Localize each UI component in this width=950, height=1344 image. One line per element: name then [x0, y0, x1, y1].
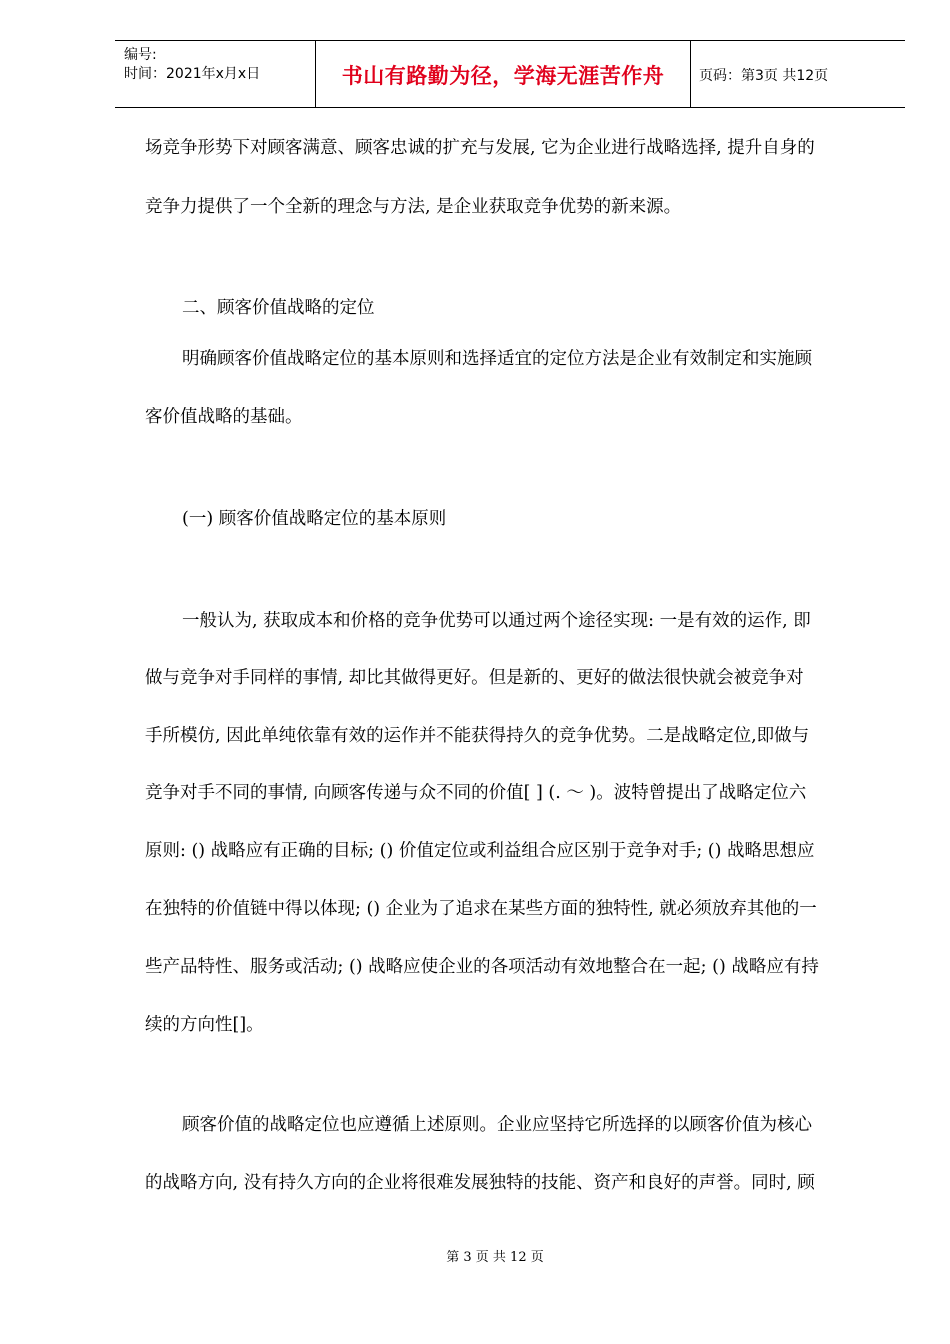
document-number-label: 编号:: [124, 47, 157, 63]
body-line: 顾客价值的战略定位也应遵循上述原则。企业应坚持它所选择的以顾客价值为核心: [182, 1115, 812, 1135]
body-line: 竞争力提供了一个全新的理念与方法, 是企业获取竞争优势的新来源。: [145, 197, 682, 217]
body-line: 一般认为, 获取成本和价格的竞争优势可以通过两个途径实现: 一是有效的运作, 即: [182, 611, 811, 631]
header-page-info: 页码：第3页 共12页: [699, 68, 829, 84]
body-line: 竞争对手不同的事情, 向顾客传递与众不同的价值[ ] (. ～ )。波特曾提出了战略定位六: [145, 783, 807, 803]
body-line: 的战略方向, 没有持久方向的企业将很难发展独特的技能、资产和良好的声誉。同时, 顾: [145, 1173, 815, 1193]
page-footer: 第 3 页 共 12 页: [446, 1250, 544, 1265]
header-motto: 书山有路勤为径，学海无涯苦作舟: [341, 64, 665, 88]
body-line: 做与竞争对手同样的事情, 却比其做得更好。但是新的、更好的做法很快就会被竞争对: [145, 668, 804, 688]
header-meta-cell: [115, 41, 315, 107]
section-heading: 二、顾客价值战略的定位: [182, 298, 375, 318]
body-line: 明确顾客价值战略定位的基本原则和选择适宜的定位方法是企业有效制定和实施顾: [182, 349, 812, 369]
document-time-label: 时间：2021年x月x日: [124, 66, 261, 82]
body-line: 些产品特性、服务或活动; () 战略应使企业的各项活动有效地整合在一起; () 战略应有持: [145, 957, 819, 977]
page-header: [115, 40, 905, 108]
body-line: 原则: () 战略应有正确的目标; () 价值定位或利益组合应区别于竞争对手; () 战略思想应: [145, 841, 815, 861]
header-motto-cell: [315, 41, 691, 107]
subsection-heading: (一) 顾客价值战略定位的基本原则: [182, 509, 447, 529]
body-line: 客价值战略的基础。: [145, 407, 303, 427]
body-line: 续的方向性[]。: [145, 1015, 264, 1035]
header-page-cell: [691, 41, 905, 107]
body-line: 在独特的价值链中得以体现; () 企业为了追求在某些方面的独特性, 就必须放弃其他的一: [145, 899, 817, 919]
body-line: 场竞争形势下对顾客满意、顾客忠诚的扩充与发展, 它为企业进行战略选择, 提升自身的: [145, 138, 815, 158]
body-line: 手所模仿, 因此单纯依靠有效的运作并不能获得持久的竞争优势。二是战略定位,即做与: [145, 726, 810, 746]
